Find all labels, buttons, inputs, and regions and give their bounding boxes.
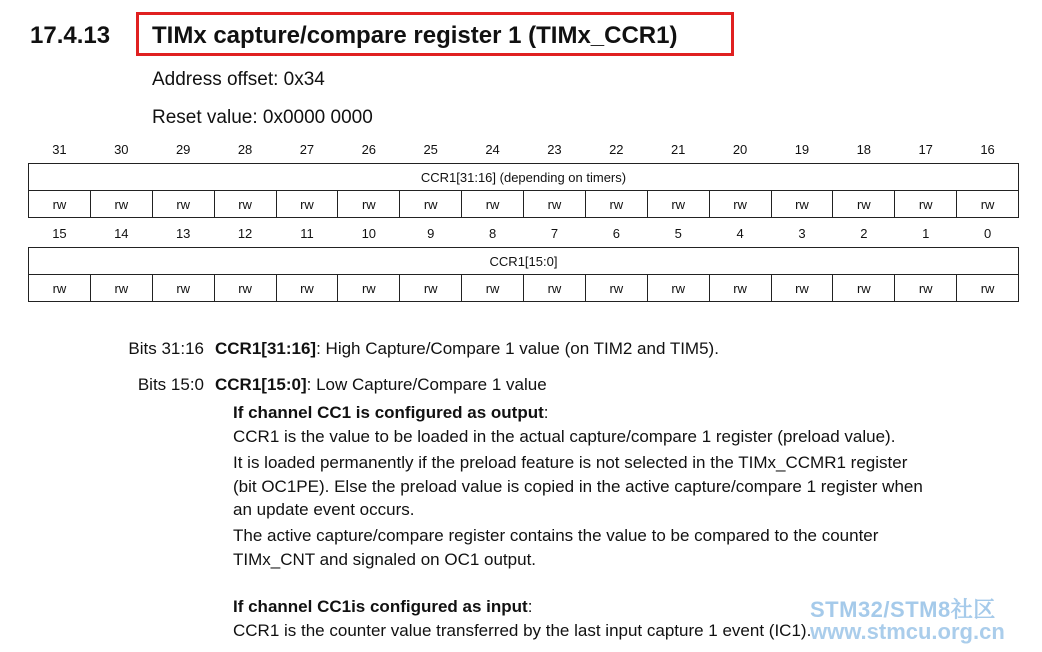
bit-number: 25 <box>423 142 438 157</box>
access-cell: rw <box>276 275 338 302</box>
bit-number: 13 <box>175 226 191 241</box>
access-cell: rw <box>400 275 462 302</box>
access-row <box>29 275 1019 302</box>
bit-number: 24 <box>485 142 500 157</box>
access-cell: rw <box>400 191 462 218</box>
access-cell: rw <box>276 191 338 218</box>
bit-number: 4 <box>736 226 744 241</box>
bit-number: 11 <box>300 226 314 241</box>
output-line: (bit OC1PE). Else the preload value is copied in the active capture/compare 1 register when <box>233 477 923 496</box>
bit-number: 9 <box>427 226 435 241</box>
bit-number: 23 <box>547 142 562 157</box>
access-cell: rw <box>214 275 276 302</box>
access-cell: rw <box>524 191 586 218</box>
input-line: CCR1 is the counter value transferred by the last input capture 1 event (IC1). <box>233 621 812 640</box>
bit-number: 8 <box>488 226 497 241</box>
access-cell: rw <box>957 191 1019 218</box>
bit-number: 29 <box>175 142 191 157</box>
access-cell: rw <box>462 275 524 302</box>
access-cell: rw <box>647 191 709 218</box>
access-cell: rw <box>90 191 152 218</box>
bit-number: 5 <box>674 226 682 241</box>
bit-number: 19 <box>794 142 810 157</box>
access-cell: rw <box>338 191 400 218</box>
bit-number: 26 <box>361 142 377 157</box>
access-row <box>29 191 1019 218</box>
access-cell: rw <box>709 191 771 218</box>
bits-range-high: Bits 31:16 <box>128 339 204 358</box>
access-cell: rw <box>152 275 214 302</box>
watermark-title: STM32/STM8社区 <box>810 597 996 622</box>
bit-number-row <box>29 220 1019 248</box>
access-cell: rw <box>647 275 709 302</box>
section-title: TIMx capture/compare register 1 (TIMx_CCR1) <box>152 22 678 49</box>
bit-number: 1 <box>922 226 930 241</box>
access-cell: rw <box>771 191 833 218</box>
access-cell: rw <box>214 191 276 218</box>
field-description: : Low Capture/Compare 1 value <box>306 375 547 394</box>
bits-desc-low <box>215 373 547 397</box>
address-offset: Address offset: 0x34 <box>152 69 325 90</box>
bit-number: 12 <box>237 226 253 241</box>
access-cell: rw <box>833 191 895 218</box>
access-cell: rw <box>152 191 214 218</box>
input-heading: If channel CC1is configured as input: <box>233 597 533 616</box>
field-name: CCR1[31:16] <box>215 339 317 358</box>
bit-number: 16 <box>980 142 995 157</box>
bit-number: 30 <box>114 142 129 157</box>
bit-number: 18 <box>856 142 872 157</box>
bit-number: 7 <box>550 226 559 241</box>
output-line: an update event occurs. <box>233 500 415 519</box>
bits-range-low: Bits 15:0 <box>137 375 204 394</box>
access-cell: rw <box>895 275 957 302</box>
access-cell: rw <box>90 275 152 302</box>
reset-value: Reset value: 0x0000 0000 <box>152 107 373 128</box>
bit-number: 14 <box>114 226 129 241</box>
bit-number: 10 <box>361 226 377 241</box>
access-cell: rw <box>833 275 895 302</box>
access-cell: rw <box>585 275 647 302</box>
access-cell: rw <box>338 275 400 302</box>
output-line: The active capture/compare register contains the value to be compared to the counter <box>233 526 879 545</box>
bit-number: 3 <box>798 226 806 241</box>
bit-number: 6 <box>612 226 620 241</box>
access-cell: rw <box>29 191 91 218</box>
access-cell: rw <box>895 191 957 218</box>
bit-number: 17 <box>918 142 933 157</box>
bit-number: 0 <box>983 226 992 241</box>
field-row <box>29 248 1019 275</box>
field-row <box>29 164 1019 191</box>
bits-desc-high <box>215 337 719 361</box>
bit-number: 15 <box>52 226 67 241</box>
access-cell: rw <box>524 275 586 302</box>
register-table-high <box>28 136 1019 218</box>
watermark-url: www.stmcu.org.cn <box>810 619 1005 644</box>
field-cell-ccr1-high: CCR1[31:16] (depending on timers) <box>29 164 1019 191</box>
bit-number: 27 <box>299 142 315 157</box>
output-line: TIMx_CNT and signaled on OC1 output. <box>233 550 537 569</box>
field-name: CCR1[15:0] <box>215 375 307 394</box>
bit-number: 28 <box>237 142 253 157</box>
register-table-low <box>28 220 1019 302</box>
bit-number: 20 <box>732 142 748 157</box>
field-cell-ccr1-low: CCR1[15:0] <box>29 248 1019 275</box>
access-cell: rw <box>462 191 524 218</box>
bit-number: 31 <box>52 142 67 157</box>
output-line: It is loaded permanently if the preload feature is not selected in the TIMx_CCMR1 register <box>233 453 908 472</box>
field-description: : High Capture/Compare 1 value (on TIM2 and TIM5). <box>316 339 719 358</box>
bit-number-row <box>29 136 1019 164</box>
access-cell: rw <box>29 275 91 302</box>
bit-number: 21 <box>670 142 686 157</box>
access-cell: rw <box>709 275 771 302</box>
section-number: 17.4.13 <box>30 22 111 49</box>
output-line: CCR1 is the value to be loaded in the actual capture/compare 1 register (preload value). <box>233 427 896 446</box>
access-cell: rw <box>585 191 647 218</box>
bit-number: 2 <box>860 226 868 241</box>
bit-number: 22 <box>609 142 624 157</box>
access-cell: rw <box>957 275 1019 302</box>
output-heading: If channel CC1 is configured as output: <box>233 403 549 422</box>
access-cell: rw <box>771 275 833 302</box>
